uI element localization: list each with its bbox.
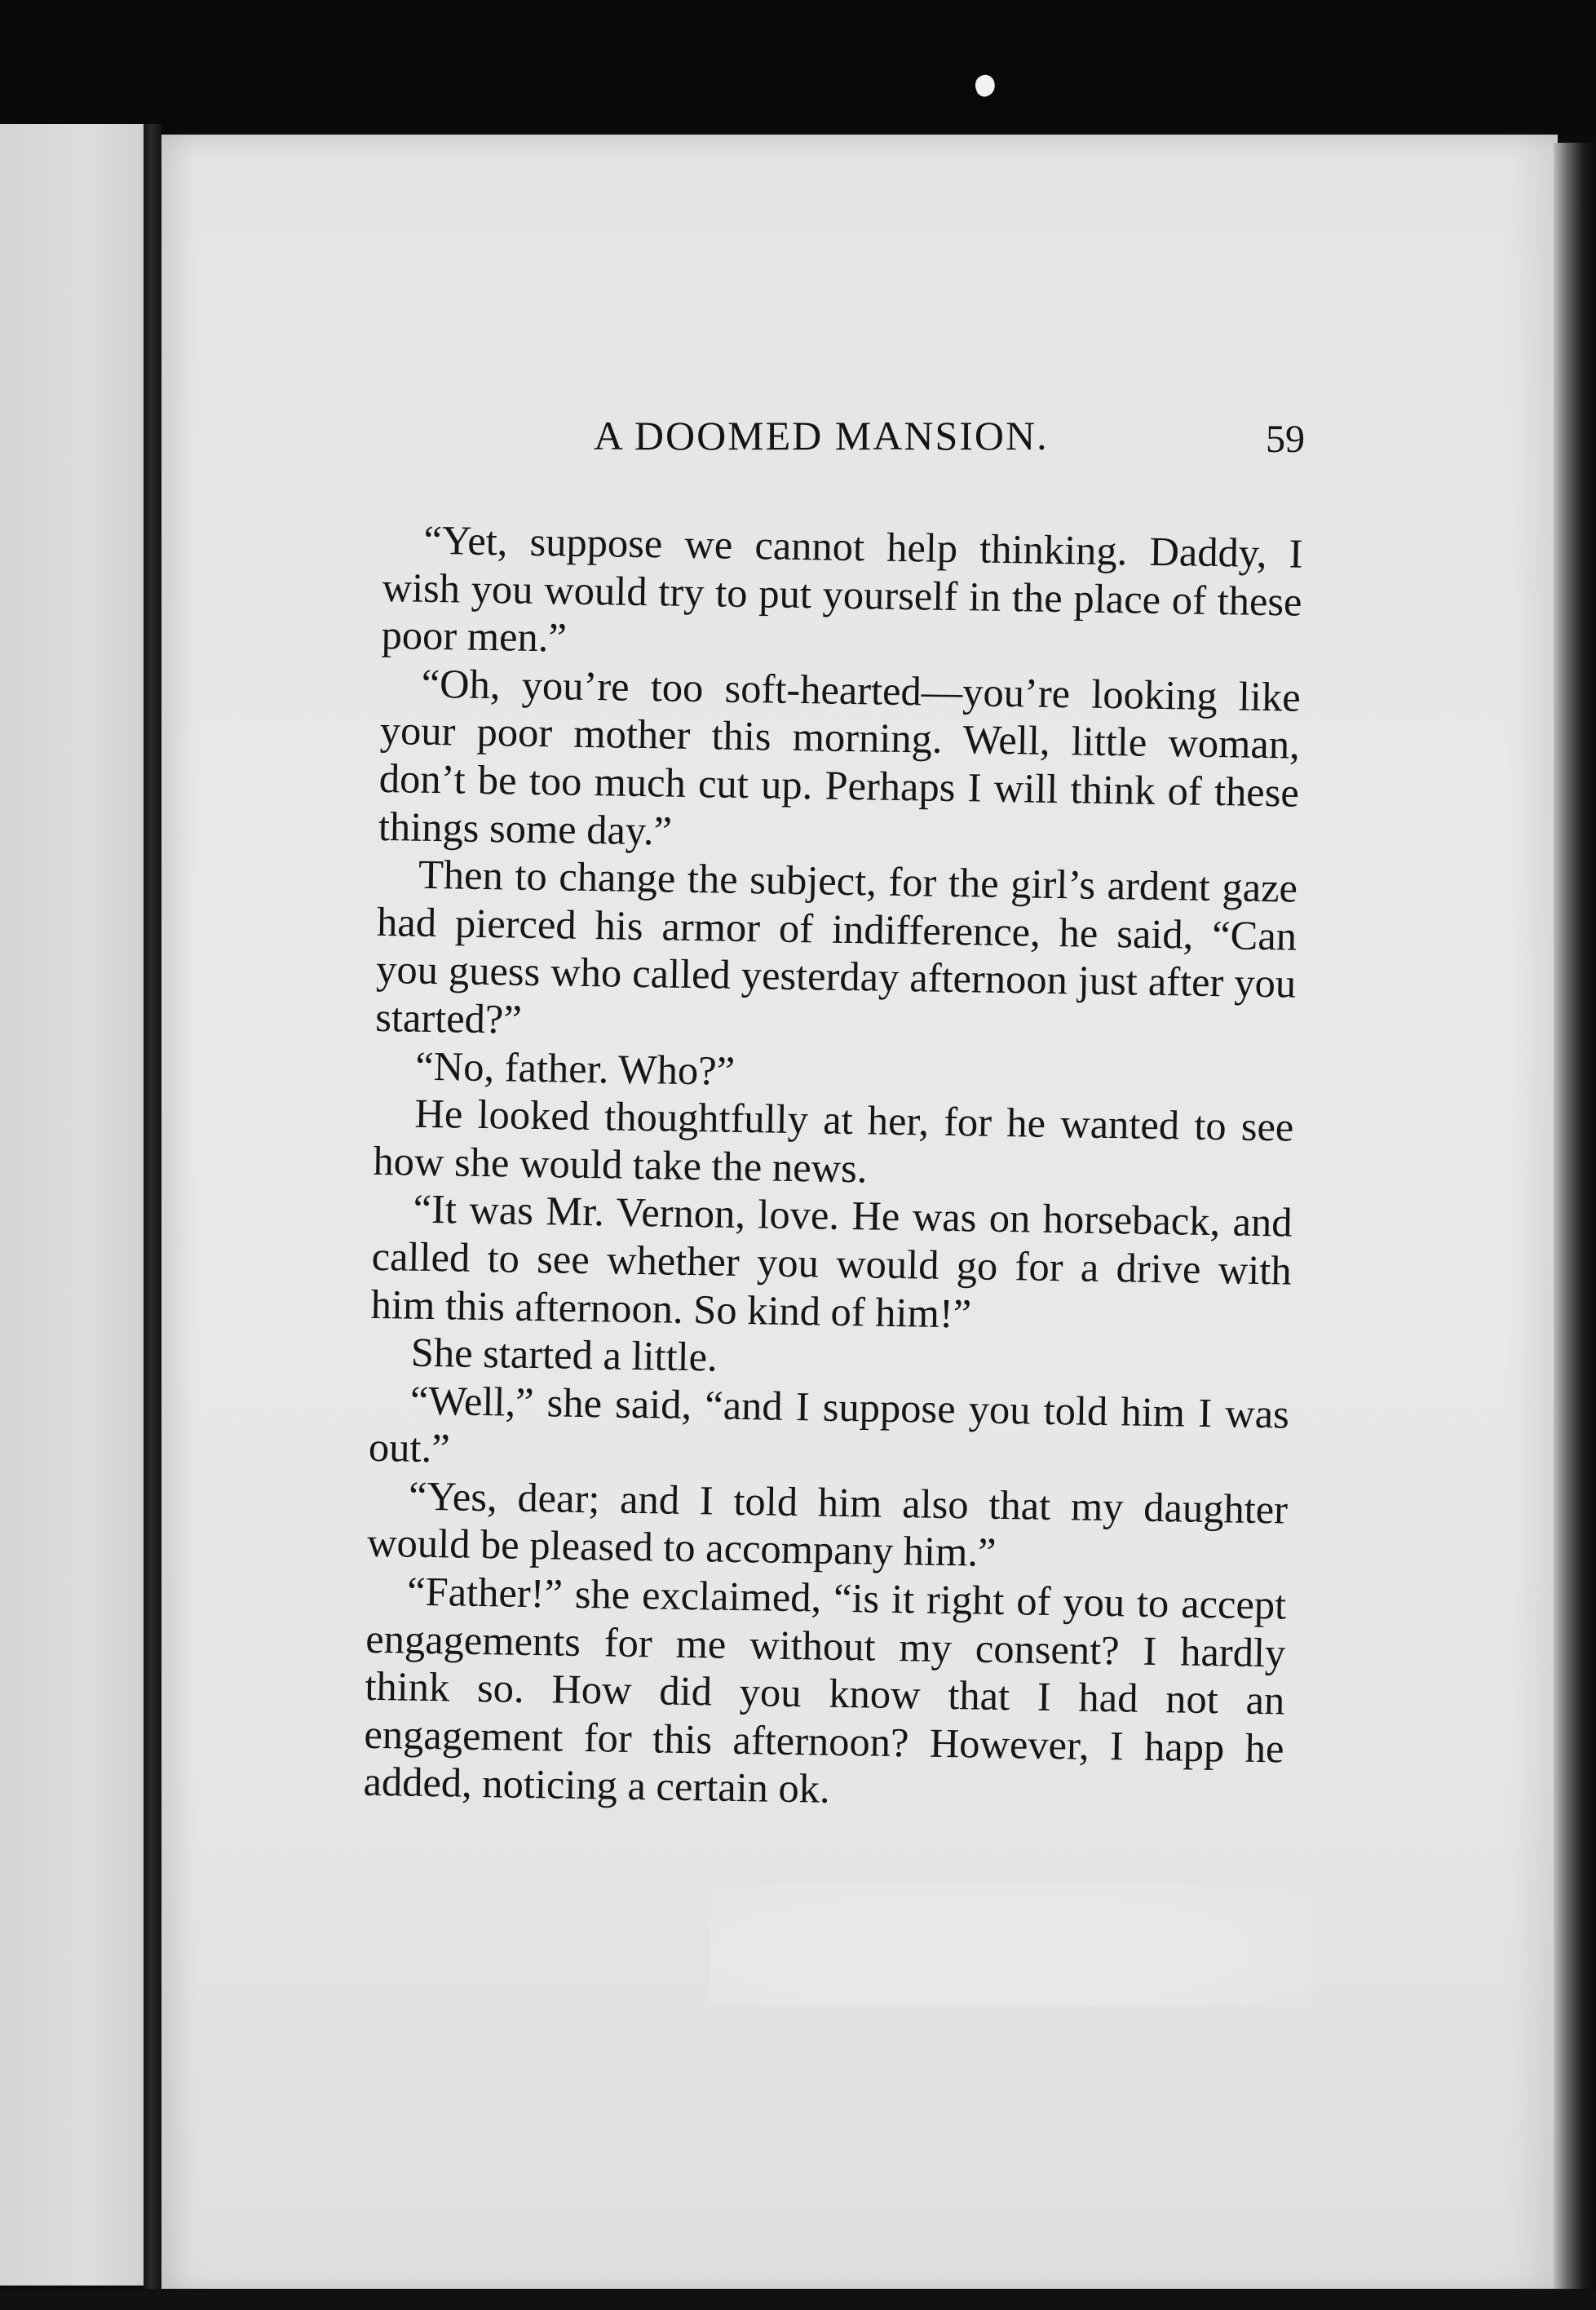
paragraph: “Well,” she said, “and I suppose you told him I was out.” (368, 1377, 1290, 1471)
paragraph: “No, father. Who?” (414, 1042, 736, 1094)
paragraph: “Yes, dear; and I told him also that my daughter would be pleased to accompany him.” (366, 1472, 1289, 1576)
scan-top-border (0, 0, 1596, 131)
scan-smudge (710, 1884, 1313, 2007)
paragraph: “Oh, you’re too soft-hearted—you’re looking like your poor mother this morning. Well, little woman, don’t be too much cut up. Perhaps I will think of these things some day.” (378, 660, 1302, 854)
scan-bottom-border (0, 2289, 1596, 2310)
facing-page-edge (0, 124, 147, 2286)
paragraph: She started a little. (410, 1329, 718, 1380)
book-gutter (144, 124, 161, 2294)
paragraph: Then to change the subject, for the girl’s ardent gaze had pierced his armor of indifference, he said, “Can you guess who called yesterday afternoon just after you started?” (374, 851, 1298, 1042)
paragraph: “It was Mr. Vernon, love. He was on horseback, and called to see whether you would go for a drive with him this afternoon. So kind of him!” (370, 1185, 1293, 1336)
paragraph: “Yet, suppose we cannot help thinking. Daddy, I wish you would try to put yourself in the place of these poor men.” (381, 516, 1303, 661)
running-title: A DOOMED MANSION. (594, 413, 1049, 458)
paragraph: “Father!” she exclaimed, “is it right of you to accept engagements for me without my consent? I hardly think so. How did you know that I had not an engagement for this afternoon? However, I happ he added, noticing a certain ok. (363, 1568, 1287, 1812)
paragraph: He looked thoughtfully at her, for he wanted to see how she would take the news. (373, 1090, 1294, 1192)
page-number: 59 (1266, 418, 1305, 461)
page-header (383, 412, 1313, 469)
body-text (363, 516, 1303, 1821)
page-right-edge (1554, 143, 1596, 2310)
